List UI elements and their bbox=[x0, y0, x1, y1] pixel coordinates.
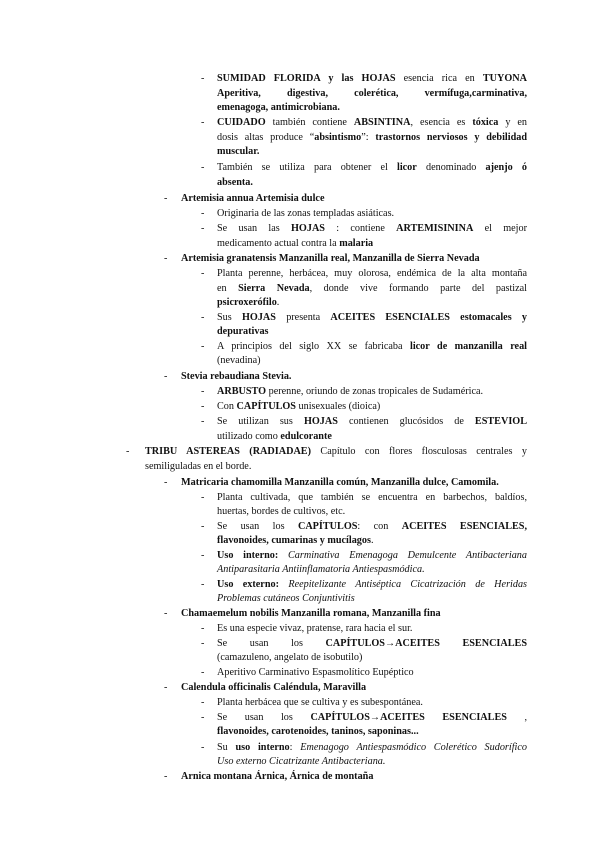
list-bullet-dash: - bbox=[201, 117, 205, 128]
list-bullet-dash: - bbox=[201, 268, 205, 279]
list-bullet-dash: - bbox=[201, 623, 205, 634]
text-line bbox=[217, 237, 527, 250]
body-text: (camazuleno, angelato de isobutilo) bbox=[217, 652, 363, 663]
body-text: ”: bbox=[361, 132, 376, 143]
list-bullet-dash: - bbox=[201, 492, 205, 503]
text-line bbox=[217, 131, 527, 144]
body-text: dosis altas produce “ bbox=[217, 132, 315, 143]
body-text: Con bbox=[217, 401, 237, 412]
body-text: también contiene bbox=[265, 117, 354, 128]
bold-text: CAPÍTULOS bbox=[236, 401, 296, 412]
text-line bbox=[217, 87, 527, 100]
text-line bbox=[181, 607, 527, 620]
body-text: Se usan los bbox=[217, 712, 311, 723]
list-bullet-dash: - bbox=[201, 386, 205, 397]
body-text bbox=[278, 550, 288, 561]
text-line bbox=[181, 476, 527, 489]
body-text: semiliguladas en el borde. bbox=[145, 461, 252, 472]
list-bullet-dash: - bbox=[201, 579, 205, 590]
body-text: el mejor bbox=[473, 223, 527, 234]
list-bullet-dash: - bbox=[201, 208, 205, 219]
bold-text: trastornos nerviosos y debilidad bbox=[375, 132, 527, 143]
body-text: denominado bbox=[416, 162, 486, 173]
bold-text: ARTEMISININA bbox=[396, 223, 474, 234]
text-line bbox=[217, 415, 527, 428]
list-bullet-dash: - bbox=[201, 162, 205, 173]
list-bullet-dash: - bbox=[201, 73, 205, 84]
bold-text: Aperitiva, digestiva, colerética, vermífuga,carminativa, bbox=[217, 88, 527, 99]
bold-text: CAPÍTULOS→ACEITES ESENCIALES bbox=[325, 638, 528, 649]
bold-text: ESTEVIOL bbox=[474, 416, 528, 427]
text-line bbox=[217, 725, 527, 738]
list-bullet-dash: - bbox=[201, 638, 205, 649]
list-bullet-dash: - bbox=[201, 416, 205, 427]
text-line bbox=[217, 741, 527, 754]
list-bullet-dash: - bbox=[164, 682, 168, 693]
body-text: Se usan los bbox=[217, 521, 298, 532]
bold-text: HOJAS bbox=[291, 223, 325, 234]
body-text: Planta herbácea que se cultiva y es subespontánea. bbox=[217, 697, 423, 708]
bold-text: edulcorante bbox=[280, 431, 332, 442]
body-text: Sus bbox=[217, 312, 242, 323]
bold-text: muscular. bbox=[217, 146, 260, 157]
body-text: A principios del siglo XX se fabricaba bbox=[217, 341, 410, 352]
bold-text: depurativas bbox=[217, 326, 269, 337]
text-line bbox=[145, 460, 527, 473]
text-line bbox=[181, 770, 527, 783]
text-line bbox=[217, 161, 527, 174]
bold-text: HOJAS bbox=[241, 312, 276, 323]
body-text: Su bbox=[217, 742, 236, 753]
text-line bbox=[217, 711, 527, 724]
text-line bbox=[217, 622, 527, 635]
list-bullet-dash: - bbox=[201, 667, 205, 678]
bold-text: tóxica bbox=[472, 117, 499, 128]
list-bullet-dash: - bbox=[201, 341, 205, 352]
text-line bbox=[181, 192, 527, 205]
bold-text: TUYONA bbox=[482, 73, 527, 84]
body-text: y en bbox=[498, 117, 527, 128]
bold-text: malaria bbox=[339, 238, 374, 249]
list-bullet-dash: - bbox=[164, 193, 168, 204]
text-line bbox=[217, 534, 527, 547]
body-text: : contiene bbox=[324, 223, 397, 234]
body-text: huertas, bordes de cultivos, etc. bbox=[217, 506, 346, 517]
text-line bbox=[217, 637, 527, 650]
list-bullet-dash: - bbox=[164, 477, 168, 488]
body-text: , donde vive formando parte del pastizal bbox=[309, 283, 527, 294]
body-text: : bbox=[289, 742, 301, 753]
bold-text: ACEITES ESENCIALES, bbox=[401, 521, 528, 532]
bold-text: uso interno bbox=[235, 742, 290, 753]
body-text: Se usan las bbox=[217, 223, 291, 234]
body-text: También se utiliza para obtener el bbox=[217, 162, 397, 173]
text-line bbox=[217, 311, 527, 324]
text-line bbox=[217, 400, 527, 413]
bold-text: SUMIDAD FLORIDA y las HOJAS bbox=[217, 73, 396, 84]
list-bullet-dash: - bbox=[201, 550, 205, 561]
list-bullet-dash: - bbox=[201, 312, 205, 323]
text-line bbox=[217, 651, 527, 664]
text-line bbox=[217, 101, 527, 114]
bold-text: Calendula officinalis Caléndula, Maravilla bbox=[181, 682, 367, 693]
text-line bbox=[217, 666, 527, 679]
bold-text: absenta. bbox=[217, 177, 253, 188]
text-line bbox=[181, 370, 527, 383]
text-line bbox=[217, 296, 527, 309]
body-text: Planta perenne, herbácea, muy olorosa, endémica de la alta montaña bbox=[217, 268, 527, 279]
body-text: Se utilizan sus bbox=[217, 416, 304, 427]
text-line bbox=[217, 491, 527, 504]
bold-text: Chamaemelum nobilis Manzanilla romana, Manzanilla fina bbox=[181, 608, 441, 619]
body-text: unisexuales (dioica) bbox=[295, 401, 381, 412]
bold-text: licor de manzanilla real bbox=[409, 341, 528, 352]
bold-text: flavonoides, carotenoides, taninos, saponinas... bbox=[217, 726, 419, 737]
text-line bbox=[217, 430, 527, 443]
body-text bbox=[279, 579, 288, 590]
bold-text: estomacales y bbox=[460, 312, 527, 323]
bold-text: Stevia rebaudiana Stevia. bbox=[181, 371, 292, 382]
body-text: Planta cultivada, que también se encuentra en barbechos, baldíos, bbox=[217, 492, 527, 503]
list-bullet-dash: - bbox=[201, 223, 205, 234]
body-text: (nevadina) bbox=[217, 355, 261, 366]
list-bullet-dash: - bbox=[164, 771, 168, 782]
body-text: . bbox=[370, 535, 374, 546]
body-text: Originaria de las zonas templadas asiáticas. bbox=[217, 208, 395, 219]
bold-text: Artemisia granatensis Manzanilla real, Manzanilla de Sierra Nevada bbox=[181, 253, 480, 264]
text-line bbox=[217, 222, 527, 235]
italic-text: Antiparasitaria Antiinflamatoria Antiespasmódica. bbox=[217, 564, 425, 575]
list-bullet-dash: - bbox=[164, 253, 168, 264]
italic-text: Carminativa Emenagoga Demulcente Antibacteriana bbox=[288, 550, 527, 561]
bold-text: TRIBU ASTEREAS (RADIADAE) bbox=[145, 446, 311, 457]
body-text: utilizado como bbox=[217, 431, 281, 442]
text-line bbox=[181, 681, 527, 694]
text-line bbox=[217, 592, 527, 605]
bold-text: psicroxerófilo bbox=[217, 297, 277, 308]
body-text: . bbox=[276, 297, 280, 308]
body-text: , bbox=[506, 712, 528, 723]
body-text: , esencia es bbox=[410, 117, 473, 128]
bold-text: CUIDADO bbox=[217, 117, 266, 128]
italic-text: Emenagogo Antiespasmódico Colerético Sudorífico bbox=[300, 742, 527, 753]
list-bullet-dash: - bbox=[201, 742, 205, 753]
body-text: presenta bbox=[275, 312, 331, 323]
bold-text: flavonoides, cumarinas y mucílagos bbox=[217, 535, 371, 546]
list-bullet-dash: - bbox=[201, 712, 205, 723]
text-line bbox=[217, 325, 527, 338]
text-line bbox=[217, 354, 527, 367]
text-line bbox=[217, 385, 527, 398]
body-text: Se usan los bbox=[217, 638, 326, 649]
body-text: perenne, oriundo de zonas tropicales de Sudamérica. bbox=[266, 386, 484, 397]
bold-text: ACEITES ESENCIALES bbox=[330, 312, 450, 323]
bold-text: ABSINTINA bbox=[353, 117, 411, 128]
body-text: Capítulo con flores flosculosas centrales y bbox=[311, 446, 527, 457]
text-line bbox=[217, 520, 527, 533]
text-line bbox=[217, 549, 527, 562]
text-line bbox=[217, 696, 527, 709]
bold-text: ARBUSTO bbox=[217, 386, 267, 397]
body-text: Es una especie vivaz, pratense, rara hacia el sur. bbox=[217, 623, 413, 634]
text-line bbox=[217, 207, 527, 220]
list-bullet-dash: - bbox=[201, 697, 205, 708]
italic-text: Problemas cutáneos Conjuntivitis bbox=[217, 593, 355, 604]
bold-text: Uso externo: bbox=[217, 579, 279, 590]
text-line bbox=[217, 340, 527, 353]
bold-text: HOJAS bbox=[303, 416, 338, 427]
bold-text: Sierra Nevada bbox=[238, 283, 310, 294]
list-bullet-dash: - bbox=[164, 371, 168, 382]
body-text: esencia rica en bbox=[395, 73, 483, 84]
text-line bbox=[217, 578, 527, 591]
bold-text: Artemisia annua Artemisia dulce bbox=[181, 193, 325, 204]
bold-text: Uso interno: bbox=[217, 550, 279, 561]
body-text: contienen glucósidos de bbox=[337, 416, 475, 427]
list-bullet-dash: - bbox=[201, 401, 205, 412]
bold-text: ajenjo ó bbox=[485, 162, 527, 173]
text-line bbox=[217, 176, 527, 189]
text-line bbox=[217, 267, 527, 280]
list-bullet-dash: - bbox=[201, 521, 205, 532]
bold-text: emenagoga, antimicrobiana. bbox=[217, 102, 340, 113]
text-line bbox=[217, 563, 527, 576]
text-line bbox=[145, 445, 527, 458]
bold-text: absintismo bbox=[314, 132, 362, 143]
bold-text: CAPÍTULOS→ACEITES ESENCIALES bbox=[310, 712, 507, 723]
list-bullet-dash: - bbox=[164, 608, 168, 619]
text-line bbox=[217, 505, 527, 518]
body-text: en bbox=[217, 283, 239, 294]
bold-text: CAPÍTULOS bbox=[297, 521, 358, 532]
italic-text: Reepitelizante Antiséptica Cicatrización de Heridas bbox=[288, 579, 528, 590]
italic-text: Uso externo Cicatrizante Antibacteriana. bbox=[217, 756, 386, 767]
body-text bbox=[450, 312, 460, 323]
list-bullet-dash: - bbox=[126, 446, 130, 457]
bold-text: Arnica montana Árnica, Árnica de montaña bbox=[181, 771, 374, 782]
bold-text: licor bbox=[397, 162, 417, 173]
text-line bbox=[217, 72, 527, 85]
bold-text: Matricaria chamomilla Manzanilla común, Manzanilla dulce, Camomila. bbox=[181, 477, 499, 488]
text-line bbox=[217, 145, 527, 158]
text-line bbox=[181, 252, 527, 265]
text-line bbox=[217, 116, 527, 129]
body-text: medicamento actual contra la bbox=[217, 238, 340, 249]
body-text: : con bbox=[357, 521, 402, 532]
body-text: Aperitivo Carminativo Espasmolítico Eupéptico bbox=[217, 667, 414, 678]
text-line bbox=[217, 282, 527, 295]
text-line bbox=[217, 755, 527, 768]
